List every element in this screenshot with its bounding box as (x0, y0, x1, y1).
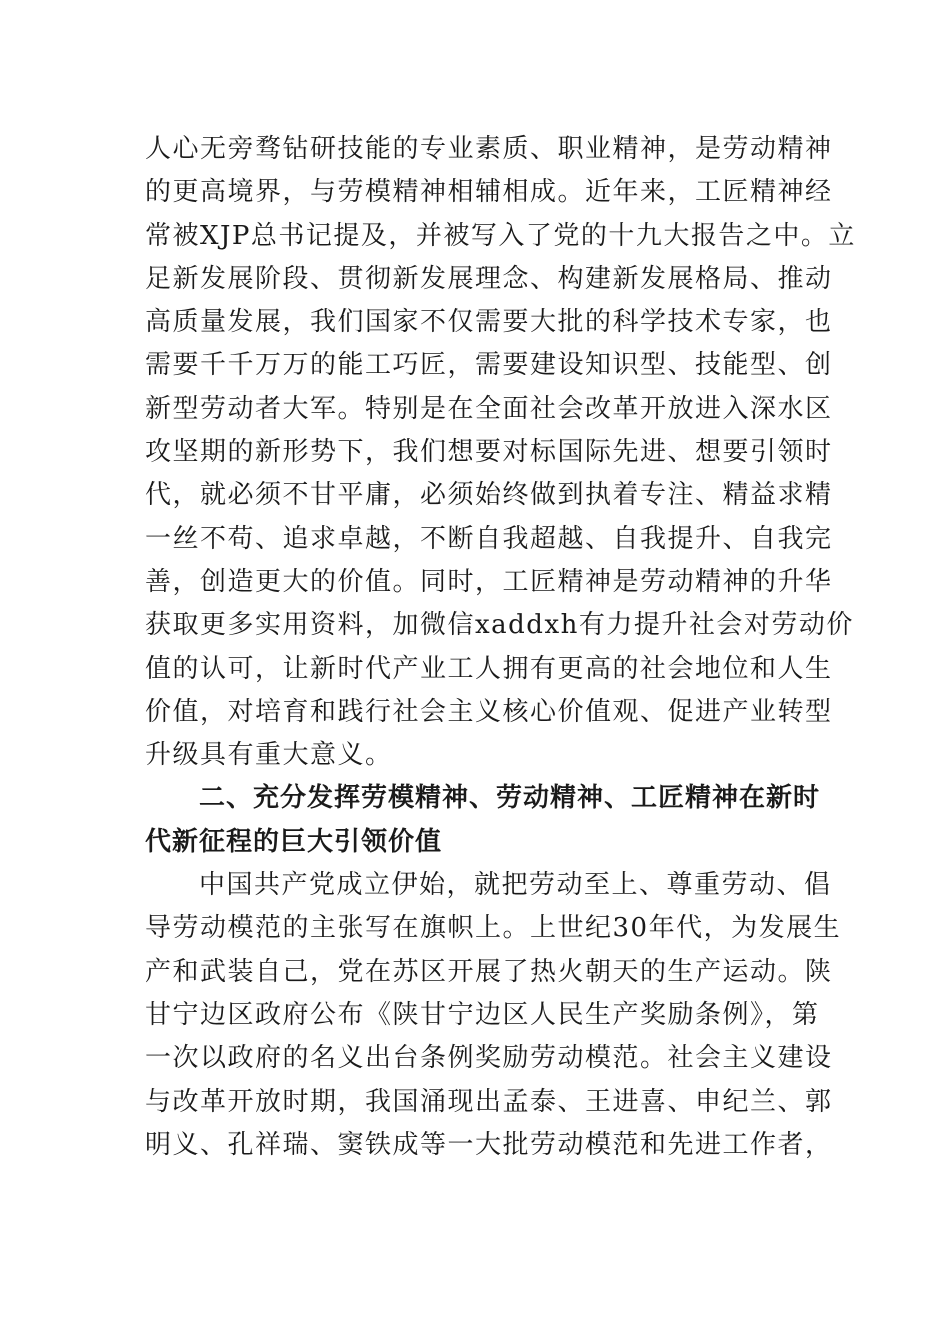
text-line: 明义、孔祥瑞、窦铁成等一大批劳动模范和先进工作者， (145, 1129, 833, 1160)
text-line: 人心无旁骛钻研技能的专业素质、职业精神，是劳动精神 (145, 134, 833, 164)
text-line: 产和武装自己，党在苏区开展了热火朝天的生产运动。陕 (145, 956, 833, 987)
text-line: 善，创造更大的价值。同时，工匠精神是劳动精神的升华 (145, 566, 833, 597)
text-line: 足新发展阶段、贯彻新发展理念、构建新发展格局、推动 (145, 263, 833, 294)
text-line: 一丝不苟、追求卓越，不断自我超越、自我提升、自我完 (145, 523, 833, 554)
document-body (145, 128, 856, 1167)
text-line: 导劳动模范的主张写在旗帜上。上世纪30年代，为发展生 (145, 913, 842, 944)
text-line: 中国共产党成立伊始，就把劳动至上、尊重劳动、倡 (199, 870, 832, 901)
text-line: 升级具有重大意义。 (145, 740, 393, 771)
paragraph-2 (145, 864, 842, 1167)
section-heading (145, 777, 821, 864)
text-line: 常被XJP总书记提及，并被写入了党的十九大报告之中。立 (145, 220, 856, 251)
text-line: 值的认可，让新时代产业工人拥有更高的社会地位和人生 (145, 653, 833, 684)
text-line: 甘宁边区政府公布《陕甘宁边区人民生产奖励条例》，第 (145, 999, 820, 1030)
text-line: 获取更多实用资料，加微信xaddxh有力提升社会对劳动价 (145, 610, 854, 641)
text-line: 高质量发展，我们国家不仅需要大批的科学技术专家，也 (145, 307, 833, 338)
text-line: 攻坚期的新形势下，我们想要对标国际先进、想要引领时 (145, 437, 833, 468)
text-line: 需要千千万万的能工巧匠，需要建设知识型、技能型、创 (145, 350, 833, 381)
text-line: 的更高境界，与劳模精神相辅相成。近年来，工匠精神经 (145, 177, 833, 208)
text-line: 新型劳动者大军。特别是在全面社会改革开放进入深水区 (145, 393, 833, 424)
text-line: 一次以政府的名义出台条例奖励劳动模范。社会主义建设 (145, 1043, 833, 1074)
heading-line: 代新征程的巨大引领价值 (145, 826, 443, 857)
text-line: 价值，对培育和践行社会主义核心价值观、促进产业转型 (145, 696, 833, 727)
text-line: 与改革开放时期，我国涌现出孟泰、王进喜、申纪兰、郭 (145, 1086, 833, 1117)
paragraph-1 (145, 128, 856, 777)
heading-line: 二、充分发挥劳模精神、劳动精神、工匠精神在新时 (199, 783, 821, 814)
text-line: 代，就必须不甘平庸，必须始终做到执着专注、精益求精 (145, 480, 833, 511)
